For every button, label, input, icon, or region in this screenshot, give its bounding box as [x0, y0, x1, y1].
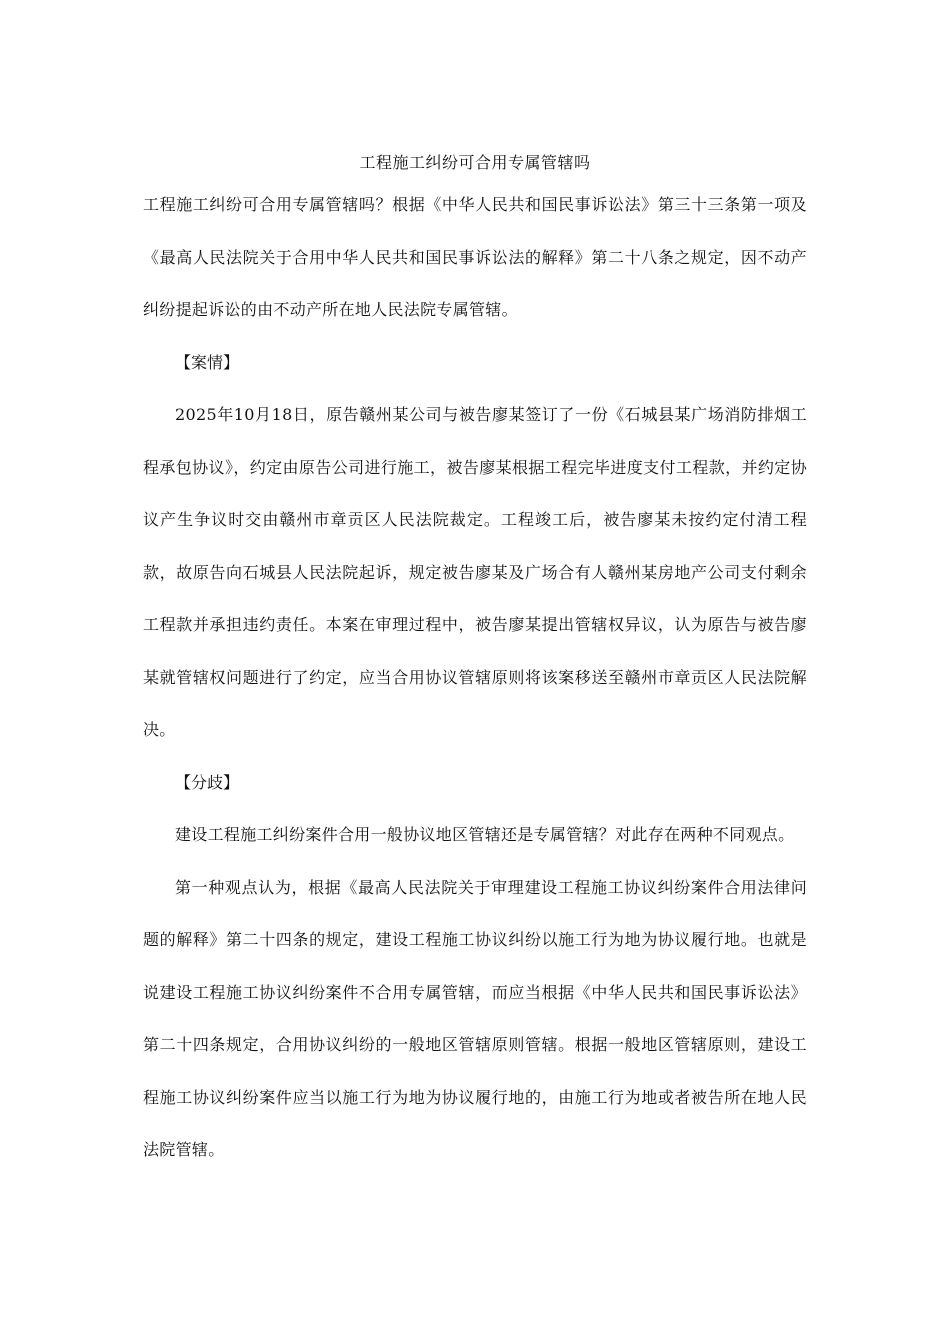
dispute-paragraph-2: 第一种观点认为，根据《最高人民法院关于审理建设工程施工协议纠纷案件合用法律问题的解释》第二十四条的规定，建设工程施工协议纠纷以施工行为地为协议履行地。也就是说建设工程施工协议纠纷案件不合用专属管辖，而应当根据《中华人民共和国民事诉讼法》第二十四条规定，合用协议纠纷的一般地区管辖原则管辖。根据一般地区管辖原则，建设工程施工协议纠纷案件应当以施工行为地为协议履行地的，由施工行为地或者被告所在地人民法院管辖。 [143, 877, 807, 1159]
document-title: 工程施工纠纷可合用专属管辖吗 [359, 153, 591, 172]
section-heading-dispute: 【分歧】 [175, 772, 240, 792]
case-paragraph: 2025年10月18日，原告赣州某公司与被告廖某签订了一份《石城县某广场消防排烟工程承包协议》，约定由原告公司进行施工，被告廖某根据工程完毕进度支付工程款，并约定协议产生争议时交由赣州市章贡区人民法院裁定。工程竣工后，被告廖某未按约定付清工程款，故原告向石城县人民法院起诉，规定被告廖某及广场合有人赣州某房地产公司支付剩余工程款并承担违约责任。本案在审理过程中，被告廖某提出管辖权异议，认为原告与被告廖某就管辖权问题进行了约定，应当合用协议管辖原则将该案移送至赣州市章贡区人民法院解决。 [143, 405, 807, 739]
section-heading-case: 【案情】 [175, 352, 240, 372]
document-page [143, 150, 807, 1177]
intro-paragraph: 工程施工纠纷可合用专属管辖吗？根据《中华人民共和国民事诉讼法》第三十三条第一项及《最高人民法院关于合用中华人民共和国民事诉讼法的解释》第二十八条之规定，因不动产纠纷提起诉讼的由不动产所在地人民法院专属管辖。 [143, 195, 807, 319]
dispute-paragraph-1: 建设工程施工纠纷案件合用一般协议地区管辖还是专属管辖？对此存在两种不同观点。 [175, 825, 795, 844]
